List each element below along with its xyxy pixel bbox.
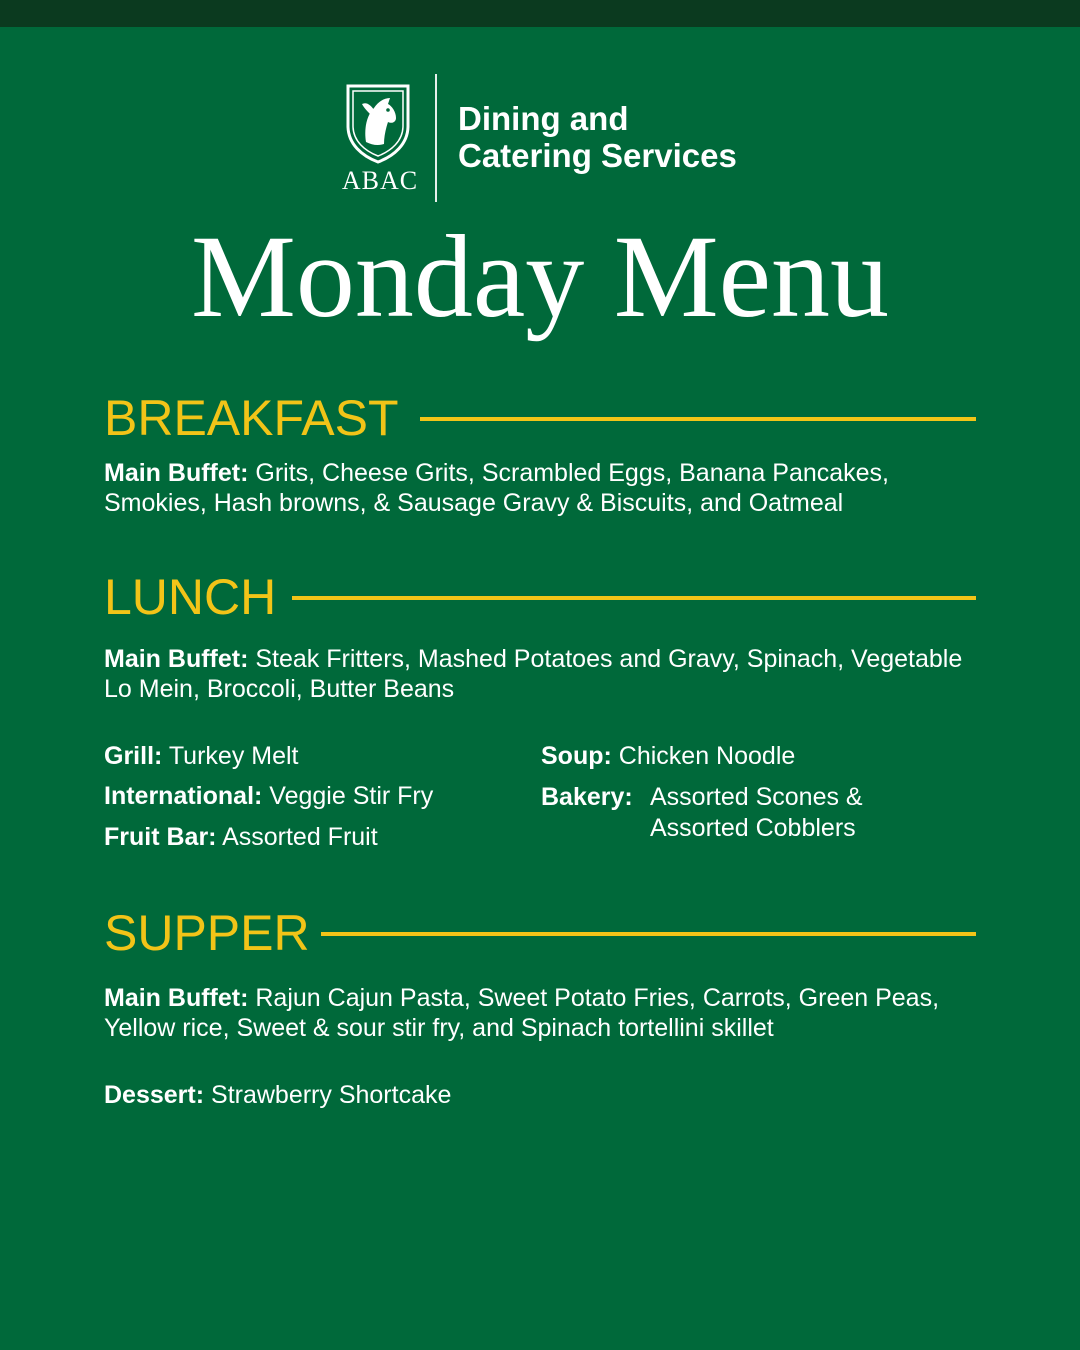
department-line-2: Catering Services [458, 137, 737, 174]
lunch-fruit-bar [104, 822, 378, 852]
bakery-items-line-2: Assorted Cobblers [650, 814, 856, 842]
fruit-bar-label: Fruit Bar: [104, 823, 217, 851]
department-name [458, 100, 737, 174]
section-label-lunch: LUNCH [104, 569, 277, 625]
stallion-crest-icon [344, 82, 412, 164]
breakfast-main-buffet [104, 458, 984, 518]
international-label: International: [104, 782, 263, 810]
department-line-1: Dining and [458, 100, 629, 137]
lunch-soup [541, 741, 795, 771]
section-heading-breakfast [104, 390, 976, 450]
lunch-main-buffet [104, 644, 984, 704]
soup-label: Soup: [541, 742, 612, 770]
bakery-items-line-1: Assorted Scones & [650, 783, 863, 811]
dessert-label: Dessert: [104, 1081, 205, 1109]
logo-wordmark: ABAC [341, 166, 419, 195]
lunch-main-label: Main Buffet: [104, 645, 249, 673]
soup-items: Chicken Noodle [618, 742, 796, 770]
page-title: Monday Menu [190, 211, 890, 342]
lunch-bakery-label-line [541, 782, 633, 812]
logo-divider [435, 74, 437, 202]
section-rule-lunch [292, 596, 976, 600]
dessert-items: Strawberry Shortcake [211, 1081, 452, 1109]
breakfast-main-items: Grits, Cheese Grits, Scrambled Eggs, Banana Pancakes, Smokies, Hash browns, & Sausage Gravy & Biscuits, and Oatmeal [104, 459, 890, 517]
section-rule-supper [321, 932, 976, 936]
section-label-breakfast: BREAKFAST [104, 390, 399, 446]
section-rule-breakfast [420, 417, 976, 421]
international-items: Veggie Stir Fry [269, 782, 434, 810]
section-heading-supper [104, 905, 976, 965]
supper-dessert [104, 1080, 451, 1110]
supper-main-buffet [104, 983, 984, 1043]
section-heading-lunch [104, 569, 976, 629]
bakery-label: Bakery: [541, 783, 633, 811]
section-label-supper: SUPPER [104, 905, 310, 961]
breakfast-main-label: Main Buffet: [104, 459, 249, 487]
lunch-international [104, 781, 433, 811]
lunch-main-items: Steak Fritters, Mashed Potatoes and Gravy, Spinach, Vegetable Lo Mein, Broccoli, Butter Beans [104, 645, 963, 703]
lunch-grill [104, 741, 299, 771]
header-logo [340, 74, 750, 204]
grill-label: Grill: [104, 742, 163, 770]
grill-items: Turkey Melt [168, 742, 299, 770]
fruit-bar-items: Assorted Fruit [222, 823, 378, 851]
supper-main-items: Rajun Cajun Pasta, Sweet Potato Fries, Carrots, Green Peas, Yellow rice, Sweet & sour stir fry, and Spinach tortellini skillet [104, 984, 940, 1042]
top-bar [0, 0, 1080, 27]
supper-main-label: Main Buffet: [104, 984, 249, 1012]
